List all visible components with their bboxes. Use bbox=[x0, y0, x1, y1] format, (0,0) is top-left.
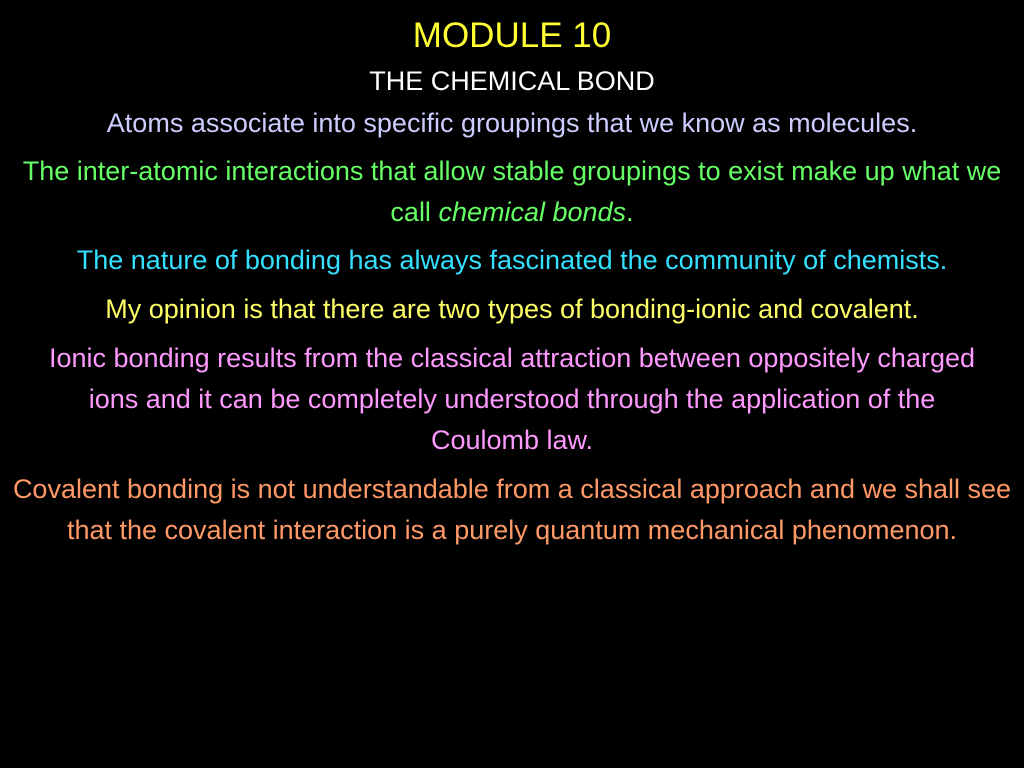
slide-title: MODULE 10 bbox=[412, 16, 612, 55]
paragraph-chemical-bonds-text: The inter-atomic interactions that allow stable groupings to exist make up what we call bbox=[22, 156, 1002, 227]
paragraph-nature-of-bonding: The nature of bonding has always fascinated the community of chemists. bbox=[76, 245, 948, 275]
paragraph-covalent-bonding: Covalent bonding is not understandable from a classical approach and we shall see that the covalent interaction is a purely quantum mechanical phenomenon. bbox=[12, 474, 1012, 545]
paragraph-chemical-bonds bbox=[12, 151, 1012, 233]
paragraph-chemical-bonds-end: . bbox=[626, 197, 634, 227]
chemical-bonds-emphasis: chemical bonds bbox=[438, 197, 627, 227]
slide-subtitle: THE CHEMICAL BOND bbox=[369, 66, 655, 96]
paragraph-ionic-bonding: Ionic bonding results from the classical attraction between oppositely charged ions and it can be completely understood through the application of the Coulomb law. bbox=[48, 343, 975, 455]
paragraph-molecules: Atoms associate into specific groupings that we know as molecules. bbox=[106, 108, 918, 138]
paragraph-opinion: My opinion is that there are two types of bonding-ionic and covalent. bbox=[105, 294, 919, 324]
